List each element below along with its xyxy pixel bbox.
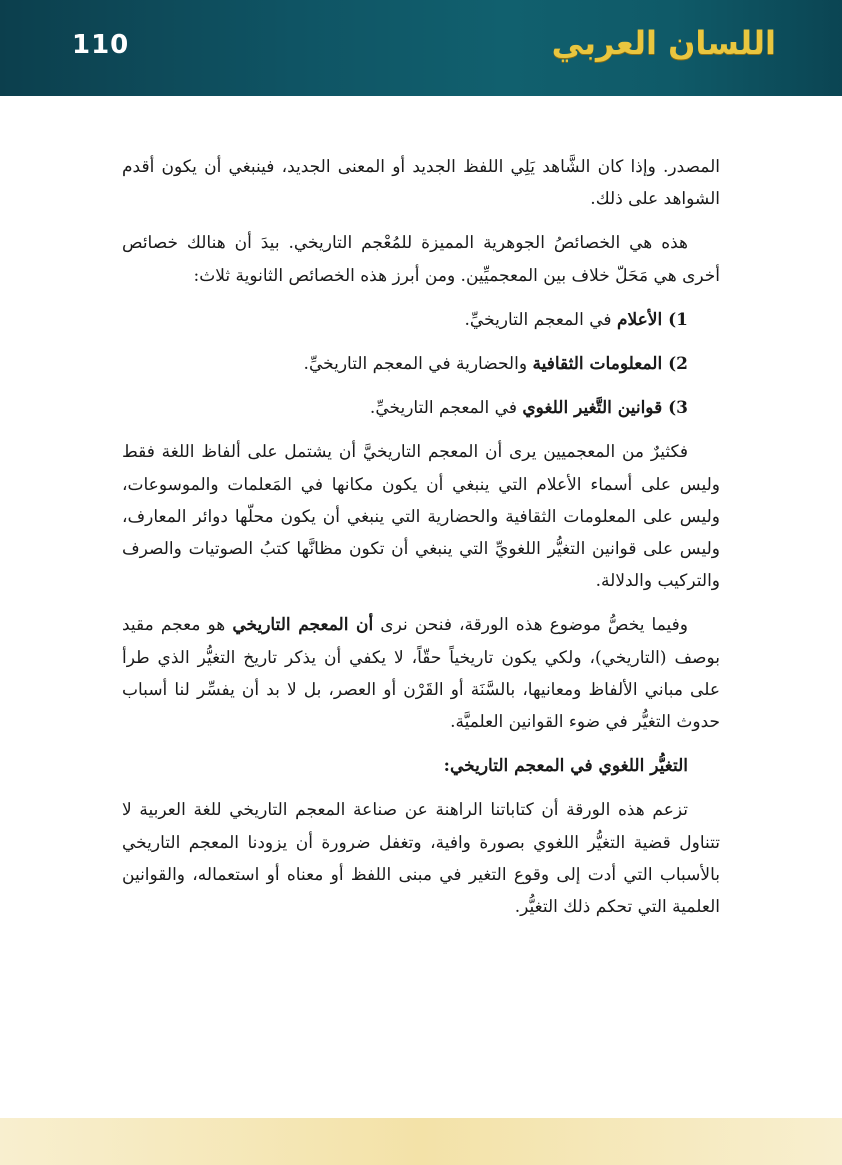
paragraph-continuation: المصدر. وإذا كان الشَّاهد يَلِي اللفظ الجديد أو المعنى الجديد، فينبغي أن يكون أقدم الشواهد على ذلك. [122, 157, 720, 210]
paragraph-characteristics: هذه هي الخصائصُ الجوهرية المميزة للمُعْجم التاريخي. بيدَ أن هنالك خصائص أخرى هي مَحَلّ خلاف بين المعجميِّين. ومن أبرز هذه الخصائص الثانوية ثلاث: [122, 233, 720, 286]
paragraph-paper-topic-before: وفيما يخصُّ موضوع هذه الورقة، فنحن نرى [373, 615, 689, 636]
article-body [122, 151, 720, 935]
list-item-cultural-info-bold: 2) المعلومات الثقافية [532, 354, 688, 375]
paragraph-paper-claim: تزعم هذه الورقة أن كتاباتنا الراهنة عن صناعة المعجم التاريخي للغة العربية لا تتناول قضية التغيُّر اللغوي بصورة وافية، وتغفل ضرورة أن يزودنا المعجم التاريخي بالأسباب التي أدت إلى وقوع التغير في مبنى اللفظ أو معناه أو استعماله، والقوانين العلمية التي تحكم ذلك التغيُّر. [122, 800, 720, 918]
list-item-proper-names [122, 304, 720, 336]
list-item-proper-names-rest: في المعجم التاريخيِّ. [464, 309, 617, 330]
paragraph-paper-topic-after: هو معجم مقيد بوصف (التاريخي)، ولكي يكون تاريخياً حقّاً، لا يكفي أن يذكر تاريخ التغيُّر الذي طرأ على مباني الألفاظ ومعانيها، بالسَّنَة أو القَرْن أو العصر، بل لا بد أن يفسِّر لنا أسباب حدوث التغيُّر في ضوء القوانين العلميَّة. [122, 615, 720, 733]
list-item-change-laws [122, 392, 720, 424]
list-item-change-laws-rest: في المعجم التاريخيِّ. [369, 398, 523, 419]
list-item-proper-names-bold: 1) الأعلام [616, 309, 688, 330]
list-item-cultural-info [122, 348, 720, 380]
page-number: 110 [72, 30, 130, 60]
paragraph-paper-topic-bold: أن المعجم التاريخي [232, 615, 374, 636]
paragraph-lexicographers: فكثيرٌ من المعجميين يرى أن المعجم التاريخيَّ أن يشتمل على ألفاظ اللغة فقط وليس على أسماء الأعلام التي ينبغي أن يكون مكانها في المَعلمات والموسوعات، وليس على المعلومات الثقافية والحضارية التي ينبغي أن يكون محلّها دوائر المعارف، وليس على قوانين التغيُّر اللغويِّ التي ينبغي أن تكون مظانَّها كتبُ الصوتيات والصرف والتركيب والدلالة. [122, 442, 720, 592]
footer-band [0, 1118, 842, 1165]
brand-logo: اللسان العربي [551, 24, 776, 62]
list-item-change-laws-bold: 3) قوانين التَّغير اللغوي [522, 398, 688, 419]
section-subheading: التغيُّر اللغوي في المعجم التاريخي: [443, 756, 688, 777]
paragraph-paper-topic [122, 609, 720, 738]
list-item-cultural-info-rest: والحضارية في المعجم التاريخيِّ. [303, 354, 533, 375]
page-header [0, 0, 842, 96]
